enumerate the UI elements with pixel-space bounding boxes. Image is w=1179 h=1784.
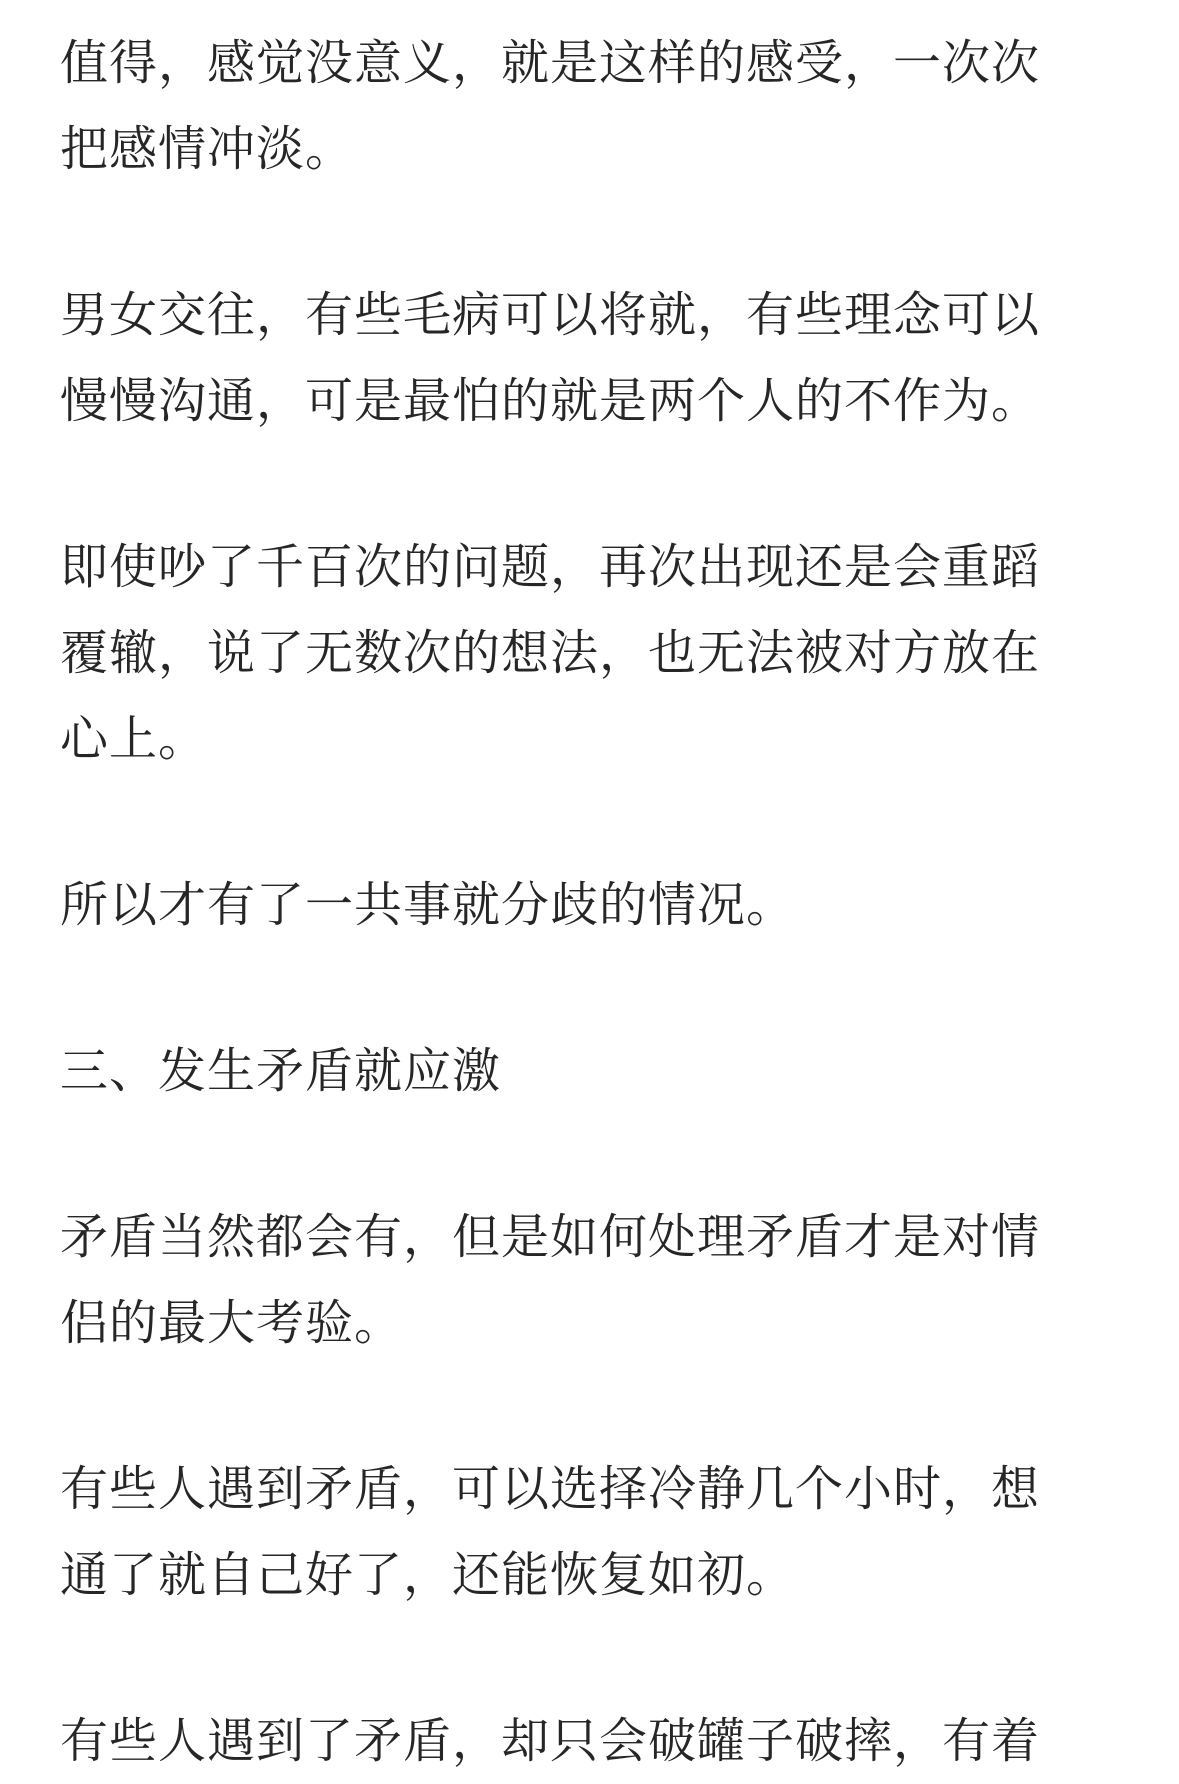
heading-line: 三、发生矛盾就应激 (60, 1043, 502, 1099)
text-line: 通了就自己好了，还能恢复如初。 (60, 1547, 796, 1603)
text-line: 侣的最大考验。 (60, 1295, 404, 1351)
text-line: 所以才有了一共事就分歧的情况。 (60, 877, 796, 933)
text-line: 慢慢沟通，可是最怕的就是两个人的不作为。 (60, 373, 1041, 429)
text-line: 覆辙，说了无数次的想法，也无法被对方放在 (60, 625, 1041, 681)
text-line: 把感情冲淡。 (60, 121, 355, 177)
paragraph (60, 524, 1118, 782)
text-line: 矛盾当然都会有，但是如何处理矛盾才是对情 (60, 1209, 1041, 1265)
paragraph (60, 272, 1118, 444)
text-line: 即使吵了千百次的问题，再次出现还是会重蹈 (60, 539, 1041, 595)
text-line: 值得，感觉没意义，就是这样的感受，一次次 (60, 35, 1041, 91)
paragraph (60, 1698, 1118, 1784)
paragraph (60, 862, 1118, 948)
text-line: 有些人遇到了矛盾，却只会破罐子破摔，有着 (60, 1713, 1041, 1769)
text-line: 心上。 (60, 711, 208, 767)
text-line: 有些人遇到矛盾，可以选择冷静几个小时，想 (60, 1461, 1041, 1517)
paragraph (60, 20, 1118, 192)
text-line: 男女交往，有些毛病可以将就，有些理念可以 (60, 287, 1041, 343)
paragraph (60, 1446, 1118, 1618)
article-body (60, 0, 1118, 1784)
section-heading (60, 1028, 1118, 1114)
paragraph (60, 1194, 1118, 1366)
